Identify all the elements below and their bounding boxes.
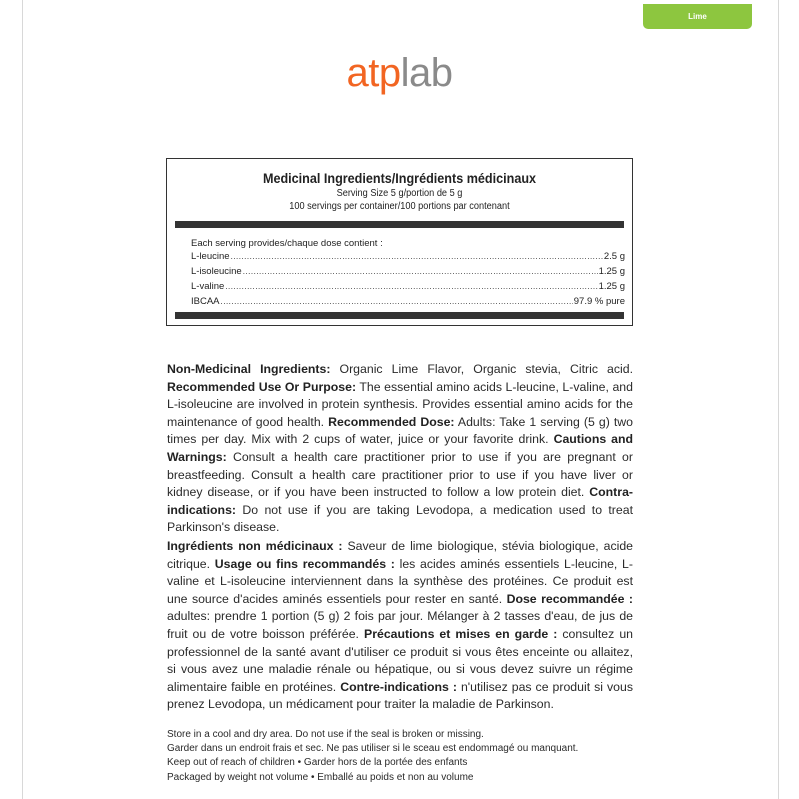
- ingredient-amount: 1.25 g: [598, 281, 625, 292]
- ingredient-name: L-isoleucine: [191, 266, 242, 277]
- recommended-dose-text: Adults: Take 1 serving (5 g) two times per day. Mix with 2 cups of water, juice or your favorite drink.: [167, 414, 633, 447]
- serving-size: Serving Size 5 g/portion de 5 g: [336, 188, 463, 199]
- ingredient-row: [191, 281, 625, 296]
- french-directions: [167, 538, 633, 714]
- ingredient-row: [191, 266, 625, 281]
- non-medicinal-label-fr: Ingrédients non médicinaux :: [167, 539, 343, 553]
- contra-indications-text-fr: n'utilisez pas ce produit si vous prenez Levodopa, un médicament pour traiter la maladie de Parkinson.: [167, 679, 633, 712]
- ingredient-row: [191, 296, 625, 311]
- brand-logo-lab: lab: [400, 51, 453, 95]
- recommended-use-text-fr: les acides aminés essentiels L-leucine, L-valine et L-isoleucine interviennent dans la synthèse des protéines. Ce produit est une source d'acides aminés essentiels pour rester en santé.: [167, 556, 633, 606]
- ingredient-amount: 2.5 g: [603, 251, 625, 262]
- leader-dots: [221, 297, 573, 306]
- leader-dots: [225, 282, 597, 291]
- leader-dots: [231, 252, 603, 261]
- cautions-label-fr: Précautions et mises en garde :: [364, 626, 558, 641]
- storage-notes: [167, 728, 633, 785]
- cautions-label: Cautions and Warnings:: [167, 432, 634, 464]
- non-medicinal-text: Organic Lime Flavor, Organic stevia, Citric acid.: [339, 362, 633, 376]
- recommended-dose-label: Recommended Dose:: [328, 414, 455, 429]
- non-medicinal-text-fr: Saveur de lime biologique, stévia biologique, acide citrique.: [167, 539, 634, 571]
- ingredient-name: IBCAA: [191, 296, 220, 307]
- storage-note: Garder dans un endroit frais et sec. Ne pas utiliser si le sceau est endommagé ou manquant.: [167, 743, 579, 755]
- cautions-text-fr: consultez un professionnel de la santé avant d'utiliser ce produit si vous êtes enceinte ou allaitez, si vous avez une maladie rénale ou hépatique, ou si vous devez suivre un régime alimentaire faible en protéines.: [167, 626, 634, 694]
- servings-per-container: 100 servings per container/100 portions par contenant: [289, 201, 510, 212]
- leader-dots: [243, 267, 598, 276]
- recommended-dose-text-fr: adultes: prendre 1 portion (5 g) 2 fois par jour. Mélanger à 2 tasses d'eau, de jus de fruit ou de votre boisson préférée.: [167, 609, 633, 641]
- panel-intro: Each serving provides/chaque dose contient :: [191, 238, 383, 249]
- ingredient-rows: [191, 251, 625, 311]
- contra-indications-label-fr: Contre-indications :: [340, 679, 457, 694]
- cautions-text: Consult a health care practitioner prior to use if you are pregnant or breastfeeding. Consult a health care practitioner prior to use if you have liver or kidney disease, or if you have been instructed to follow a low protein diet.: [167, 449, 633, 500]
- recommended-use-label-fr: Usage ou fins recommandés :: [214, 556, 395, 571]
- flavor-tab: Lime: [643, 4, 752, 29]
- panel-divider-top: [175, 221, 624, 228]
- ingredient-name: L-valine: [191, 281, 225, 292]
- recommended-use-text: The essential amino acids L-leucine, L-valine, and L-isoleucine are involved in protein synthesis. Provides essential amino acids for the maintenance of good health.: [167, 379, 633, 429]
- medicinal-ingredients-panel: [166, 158, 633, 326]
- ingredient-amount: 1.25 g: [598, 266, 625, 277]
- brand-logo-atp: atp: [346, 51, 401, 95]
- brand-logo: [0, 50, 799, 96]
- panel-divider-bottom: [175, 312, 624, 319]
- recommended-dose-label-fr: Dose recommandée :: [506, 591, 633, 606]
- storage-note: Keep out of reach of children • Garder hors de la portée des enfants: [167, 757, 468, 769]
- ingredient-row: [191, 251, 625, 266]
- non-medicinal-label: Non-Medicinal Ingredients:: [167, 362, 331, 376]
- contra-indications-label: Contra-indications:: [167, 485, 633, 517]
- ingredient-amount: 97.9 % pure: [573, 296, 625, 307]
- english-directions: [167, 361, 633, 537]
- panel-title: Medicinal Ingredients/Ingrédients médicinaux: [262, 170, 537, 186]
- storage-note: Store in a cool and dry area. Do not use if the seal is broken or missing.: [167, 729, 484, 740]
- ingredient-name: L-leucine: [191, 251, 230, 262]
- contra-indications-text: Do not use if you are taking Levodopa, a medication used to treat Parkinson's disease.: [167, 502, 633, 535]
- storage-note: Packaged by weight not volume • Emballé au poids et non au volume: [167, 771, 474, 783]
- recommended-use-label: Recommended Use Or Purpose:: [167, 379, 357, 394]
